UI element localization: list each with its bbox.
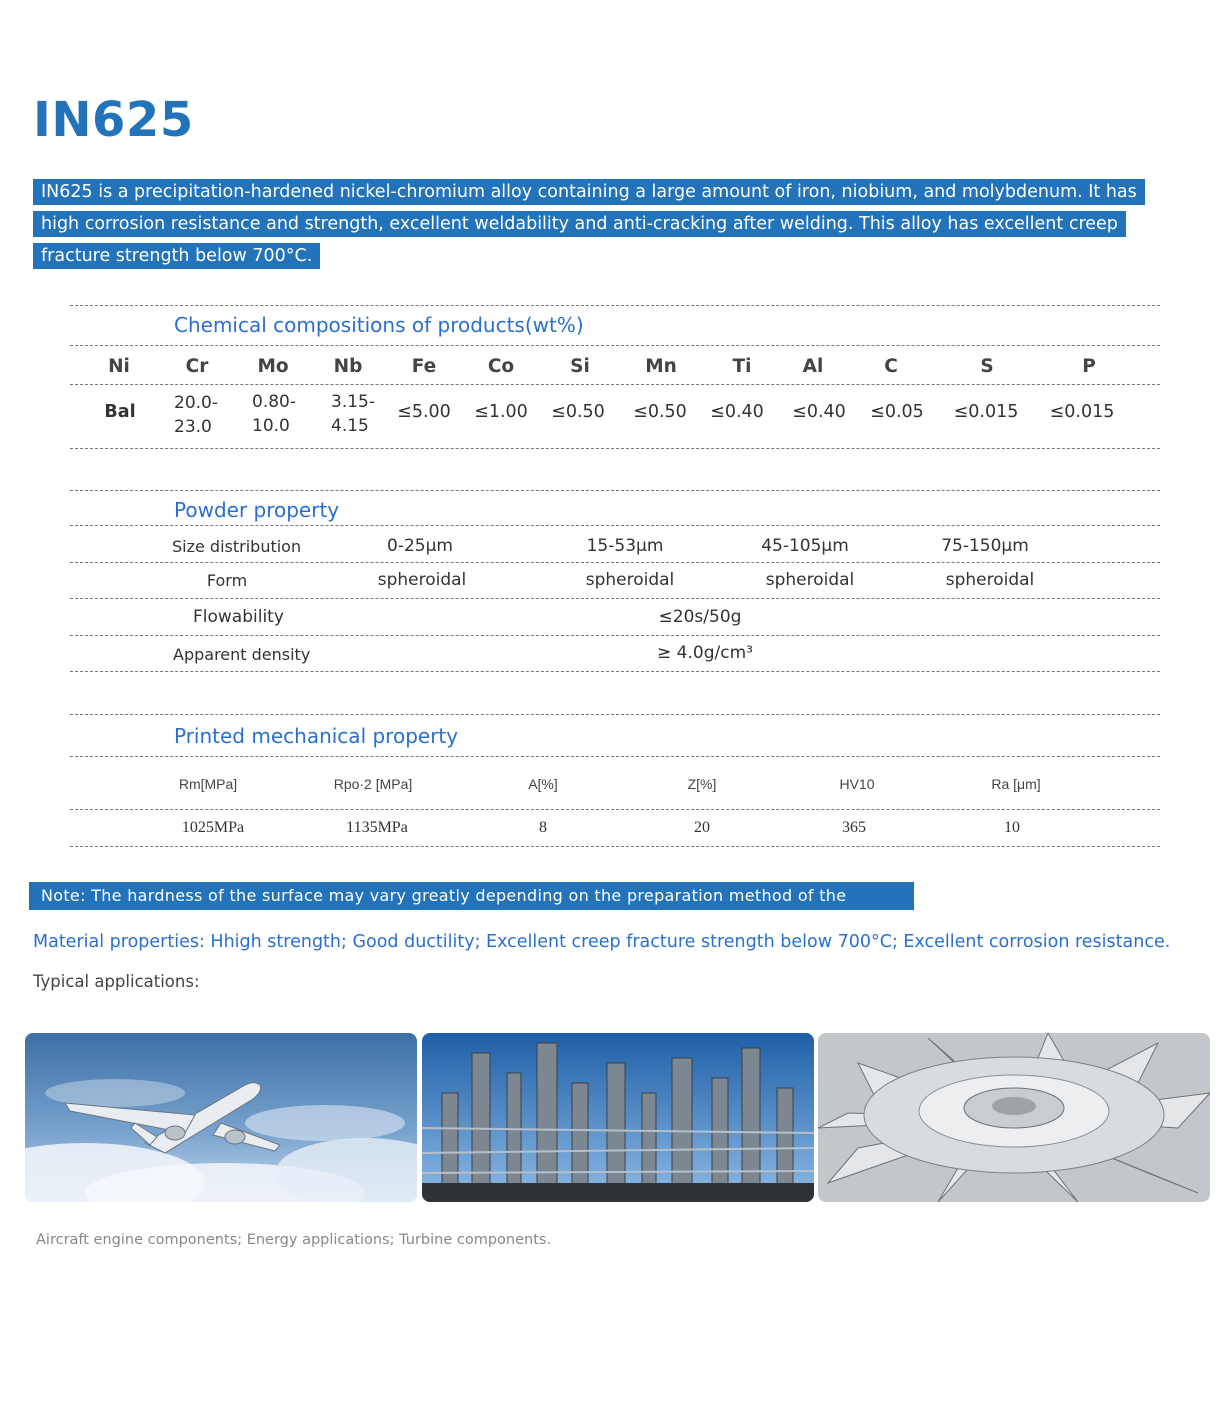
page-title: IN625 [33,92,194,148]
mech-header: A[%] [528,776,558,792]
divider [70,809,1160,810]
chem-header-al: Al [802,356,824,377]
mech-value: 20 [694,819,710,836]
chem-header-co: Co [487,356,515,377]
chem-header-fe: Fe [411,356,437,377]
divider [70,490,1160,491]
mech-header: Rpo·2 [MPa] [333,776,413,792]
mech-header: HV10 [839,776,875,792]
chem-header-ni: Ni [108,356,130,377]
chem-value-fe: ≤5.00 [397,402,451,422]
divider [70,671,1160,672]
size-value: 75-150μm [941,536,1029,556]
chem-header-mo: Mo [257,356,289,377]
chem-value-nb: 3.15- 4.15 [331,392,375,436]
divider [70,384,1160,385]
chem-header-s: S [980,356,994,377]
mech-value: 1135MPa [346,819,408,836]
mech-value: 365 [842,819,866,836]
apparent-density-value: ≥ 4.0g/cm³ [657,643,753,663]
mech-value: 8 [539,819,547,836]
chem-value-p: ≤0.015 [1049,402,1115,422]
typical-applications-label: Typical applications: [33,972,200,991]
chem-header-cr: Cr [185,356,209,377]
divider [70,598,1160,599]
mech-header: Rm[MPa] [178,776,238,792]
refinery-photo [422,1033,814,1202]
chem-value-c: ≤0.05 [870,402,924,422]
divider [70,756,1160,757]
chemical-title: Chemical compositions of products(wt%) [174,313,584,337]
chem-header-ti: Ti [732,356,752,377]
chem-header-c: C [884,356,898,377]
form-value: spheroidal [585,570,675,590]
chem-value-mn: ≤0.50 [633,402,687,422]
chem-value-ti: ≤0.40 [710,402,764,422]
intro-text: IN625 is a precipitation-hardened nickel-chromium alloy containing a large amount of iron, niobium, and molybdenum. It has high corrosion resistance and strength, excellent weldability and anti-cracking after welding. This alloy has excellent creep fracture strength below 700°C. [33,179,1145,269]
mech-value: 1025MPa [181,819,245,836]
divider [70,525,1160,526]
size-value: 45-105μm [761,536,849,556]
chem-value-s: ≤0.015 [953,402,1019,422]
chem-value-ni: Bal [104,402,136,422]
mech-header: Ra [μm] [991,776,1041,792]
form-value: spheroidal [945,570,1035,590]
form-value: spheroidal [377,570,467,590]
divider [70,562,1160,563]
chem-header-si: Si [570,356,590,377]
divider [70,305,1160,306]
mech-value: 10 [1004,819,1020,836]
divider [70,846,1160,847]
form-label: Form [206,571,248,590]
intro-paragraph [33,176,1173,272]
flowability-value: ≤20s/50g [658,607,742,627]
applications-caption: Aircraft engine components; Energy applications; Turbine components. [36,1232,552,1248]
size-value: 0-25μm [387,536,453,556]
aircraft-photo [25,1033,417,1202]
chem-value-al: ≤0.40 [792,402,846,422]
chem-value-co: ≤1.00 [474,402,528,422]
size-value: 15-53μm [586,536,664,556]
mechanical-title: Printed mechanical property [174,724,459,748]
apparent-density-label: Apparent density [173,645,311,664]
divider [70,448,1160,449]
turbine-photo [818,1033,1210,1202]
chem-value-mo: 0.80- 10.0 [252,392,296,436]
chem-header-mn: Mn [645,356,677,377]
form-value: spheroidal [765,570,855,590]
chem-header-p: P [1082,356,1096,377]
flowability-label: Flowability [193,607,284,627]
hardness-note: Note: The hardness of the surface may vary greatly depending on the preparation method of the sample. [29,882,914,910]
chem-value-cr: 20.0- 23.0 [174,393,218,437]
material-properties: Material properties: Hhigh strength; Good ductility; Excellent creep fracture strength below 700°C; Excellent corrosion resistance. [33,932,1171,952]
divider [70,714,1160,715]
divider [70,345,1160,346]
chem-value-si: ≤0.50 [551,402,605,422]
chem-header-nb: Nb [333,356,363,377]
size-distribution-label: Size distribution [172,537,302,556]
mech-header: Z[%] [687,776,717,792]
divider [70,635,1160,636]
powder-title: Powder property [174,498,340,522]
